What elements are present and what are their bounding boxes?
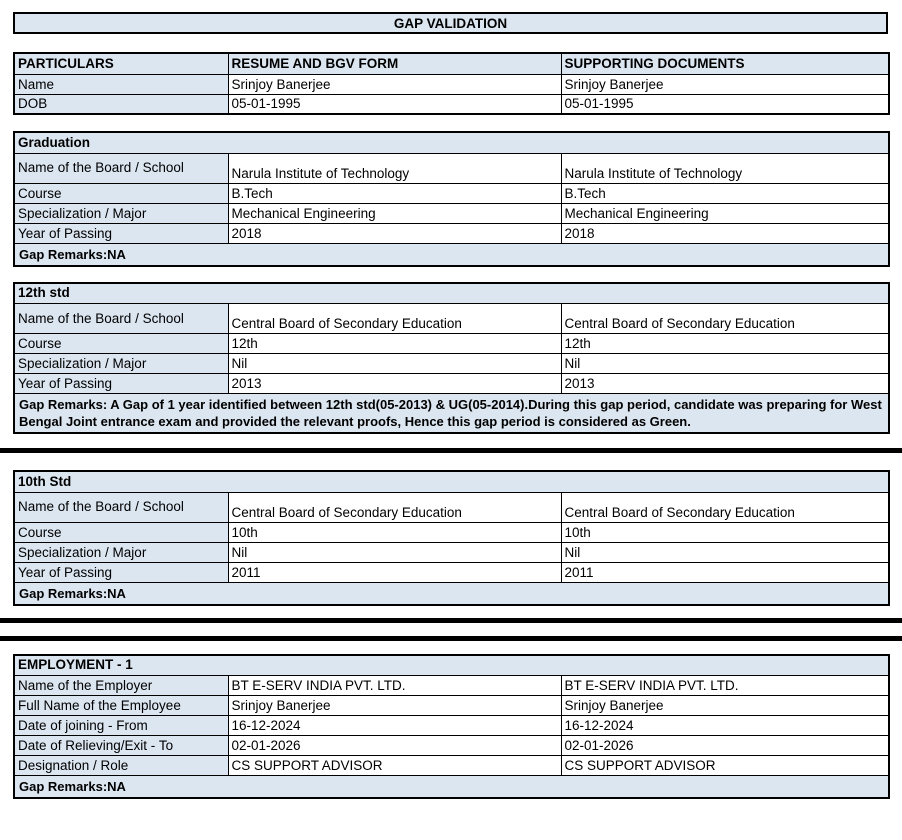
row-label: Name of the Board / School — [14, 153, 228, 183]
supporting-value: Srinjoy Banerjee — [561, 696, 889, 716]
page-title: GAP VALIDATION — [13, 12, 888, 34]
row-label: DOB — [14, 94, 228, 114]
section-separator — [0, 448, 902, 453]
table-row — [14, 756, 889, 776]
resume-value: 10th — [228, 522, 561, 542]
supporting-value: 2011 — [561, 562, 889, 582]
section-separator — [0, 618, 902, 623]
row-label: Name of the Board / School — [14, 304, 228, 334]
resume-value: 2011 — [228, 562, 561, 582]
row-label: Course — [14, 334, 228, 354]
supporting-value: 02-01-2026 — [561, 736, 889, 756]
row-label: Course — [14, 522, 228, 542]
table-row — [14, 354, 889, 374]
row-label: Specialization / Major — [14, 354, 228, 374]
table-row — [14, 542, 889, 562]
row-label: Name — [14, 74, 228, 94]
gap-remarks: Gap Remarks: A Gap of 1 year identified between 12th std(05-2013) & UG(05-2014).During this gap period, candidate was preparing for West Bengal Joint entrance exam and provided the relevant proofs, Hence this gap period is considered as Green. — [14, 394, 889, 434]
table-row — [14, 374, 889, 394]
row-label: Name of the Employer — [14, 676, 228, 696]
resume-value: Srinjoy Banerjee — [228, 74, 561, 94]
resume-value: CS SUPPORT ADVISOR — [228, 756, 561, 776]
supporting-value: 16-12-2024 — [561, 716, 889, 736]
row-label: Full Name of the Employee — [14, 696, 228, 716]
section-title: 10th Std — [14, 471, 889, 492]
table-row — [14, 716, 889, 736]
supporting-value: BT E-SERV INDIA PVT. LTD. — [561, 676, 889, 696]
column-header-particulars: PARTICULARS — [14, 53, 228, 74]
section-separator — [0, 636, 902, 641]
table-row — [14, 74, 889, 94]
gap-remarks: Gap Remarks:NA — [14, 243, 889, 266]
table-row — [14, 304, 889, 334]
resume-value: 2013 — [228, 374, 561, 394]
section-12th-std — [13, 282, 890, 435]
table-row — [14, 522, 889, 542]
row-label: Year of Passing — [14, 562, 228, 582]
resume-value: Mechanical Engineering — [228, 203, 561, 223]
gap-remarks: Gap Remarks:NA — [14, 776, 889, 799]
supporting-value: Nil — [561, 542, 889, 562]
resume-value: 16-12-2024 — [228, 716, 561, 736]
supporting-value: Central Board of Secondary Education — [561, 304, 889, 334]
supporting-value: 2013 — [561, 374, 889, 394]
supporting-value: Nil — [561, 354, 889, 374]
resume-value: B.Tech — [228, 183, 561, 203]
table-row — [14, 183, 889, 203]
resume-value: 12th — [228, 334, 561, 354]
supporting-value: B.Tech — [561, 183, 889, 203]
particulars-table — [13, 52, 890, 115]
table-row — [14, 492, 889, 522]
supporting-value: Mechanical Engineering — [561, 203, 889, 223]
column-header-resume-bgv: RESUME AND BGV FORM — [228, 53, 561, 74]
table-row — [14, 223, 889, 243]
supporting-value: 10th — [561, 522, 889, 542]
resume-value: Nil — [228, 542, 561, 562]
table-row — [14, 94, 889, 114]
supporting-value: 12th — [561, 334, 889, 354]
table-row — [14, 203, 889, 223]
supporting-value: Central Board of Secondary Education — [561, 492, 889, 522]
resume-value: 2018 — [228, 223, 561, 243]
resume-value: 02-01-2026 — [228, 736, 561, 756]
column-header-supporting-docs: SUPPORTING DOCUMENTS — [561, 53, 889, 74]
table-row — [14, 562, 889, 582]
section-title: EMPLOYMENT - 1 — [14, 655, 889, 676]
section-graduation — [13, 131, 890, 267]
row-label: Course — [14, 183, 228, 203]
resume-value: Srinjoy Banerjee — [228, 696, 561, 716]
table-row — [14, 334, 889, 354]
section-title: Graduation — [14, 132, 889, 153]
supporting-value: Srinjoy Banerjee — [561, 74, 889, 94]
gap-remarks: Gap Remarks:NA — [14, 582, 889, 605]
section-10th-std — [13, 470, 890, 606]
row-label: Date of Relieving/Exit - To — [14, 736, 228, 756]
resume-value: BT E-SERV INDIA PVT. LTD. — [228, 676, 561, 696]
resume-value: Nil — [228, 354, 561, 374]
supporting-value: 05-01-1995 — [561, 94, 889, 114]
gap-validation-sheet — [0, 12, 902, 840]
section-employment-1 — [13, 654, 890, 800]
row-label: Specialization / Major — [14, 203, 228, 223]
resume-value: Central Board of Secondary Education — [228, 492, 561, 522]
row-label: Year of Passing — [14, 374, 228, 394]
row-label: Year of Passing — [14, 223, 228, 243]
row-label: Date of joining - From — [14, 716, 228, 736]
table-row — [14, 736, 889, 756]
resume-value: Central Board of Secondary Education — [228, 304, 561, 334]
supporting-value: CS SUPPORT ADVISOR — [561, 756, 889, 776]
row-label: Specialization / Major — [14, 542, 228, 562]
row-label: Name of the Board / School — [14, 492, 228, 522]
supporting-value: Narula Institute of Technology — [561, 153, 889, 183]
table-row — [14, 696, 889, 716]
resume-value: Narula Institute of Technology — [228, 153, 561, 183]
table-row — [14, 676, 889, 696]
row-label: Designation / Role — [14, 756, 228, 776]
section-title: 12th std — [14, 283, 889, 304]
supporting-value: 2018 — [561, 223, 889, 243]
resume-value: 05-01-1995 — [228, 94, 561, 114]
table-row — [14, 153, 889, 183]
